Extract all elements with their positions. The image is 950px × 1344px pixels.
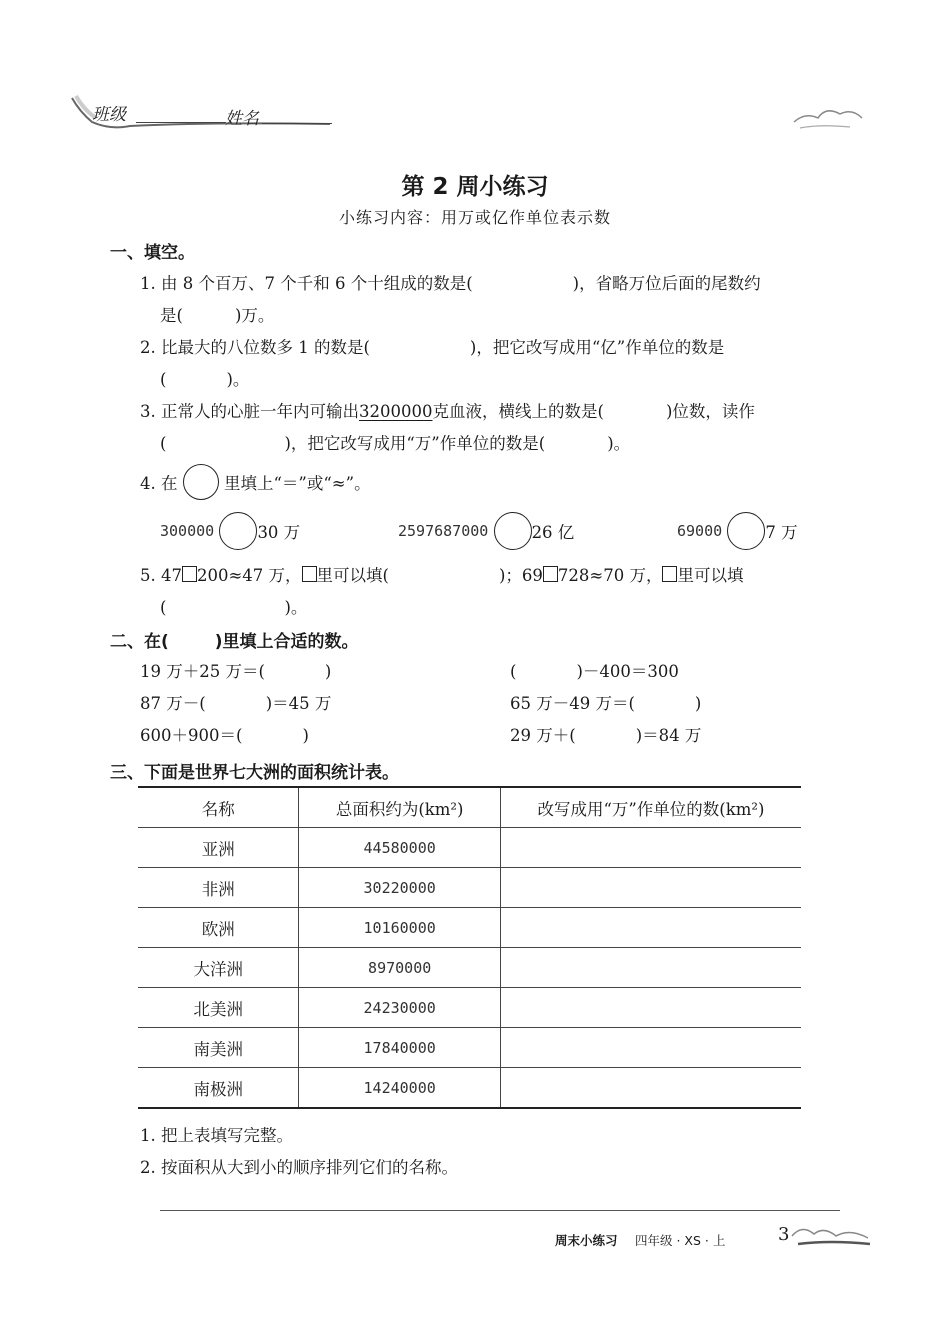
continent-area: 14240000 [299, 1068, 500, 1109]
footer-book-title: 周末小练习 [555, 1233, 618, 1248]
table-row [138, 988, 801, 1028]
answer-cell[interactable] [500, 828, 801, 868]
continent-name: 欧洲 [138, 908, 299, 948]
answer-circle[interactable] [219, 512, 257, 550]
question-5-line2: ( )。 [160, 598, 308, 617]
answer-cell[interactable] [500, 868, 801, 908]
calc-row-3-right: 29 万＋( )＝84 万 [510, 726, 702, 745]
header-converted: 改写成用“万”作单位的数(km²) [500, 787, 801, 828]
question-3-line1: 3. 正常人的心脏一年内可输出3200000克血液，横线上的数是( )位数，读作 [140, 402, 755, 421]
table-row [138, 1028, 801, 1068]
header-name: 名称 [138, 787, 299, 828]
underlined-number: 3200000 [359, 402, 433, 421]
continent-name: 亚洲 [138, 828, 299, 868]
question-4-item-3: 69000 7 万 [677, 512, 798, 550]
continent-area: 44580000 [299, 828, 500, 868]
footer-divider [160, 1210, 840, 1211]
table-row [138, 908, 801, 948]
page-subtitle: 小练习内容：用万或亿作单位表示数 [338, 208, 611, 227]
digit-box[interactable] [182, 566, 197, 582]
continent-area-table [138, 786, 801, 1109]
box-icon [662, 566, 677, 582]
name-blank[interactable] [262, 123, 332, 124]
answer-cell[interactable] [500, 1068, 801, 1109]
question-1-line1: 1. 由 8 个百万、7 个千和 6 个十组成的数是( )，省略万位后面的尾数约 [140, 274, 761, 293]
digit-box[interactable] [543, 566, 558, 582]
question-5-line1: 5. 47 200≈47 万， 里可以填( )；69 728≈70 万， 里可以填 [140, 566, 744, 585]
calc-row-1-left: 19 万＋25 万＝( ) [140, 662, 332, 681]
continent-name: 大洋洲 [138, 948, 299, 988]
section3-heading: 三、下面是世界七大洲的面积统计表。 [110, 763, 399, 783]
task-1: 1. 把上表填写完整。 [140, 1126, 293, 1145]
question-2-line2: ( )。 [160, 370, 250, 389]
continent-area: 24230000 [299, 988, 500, 1028]
table-header-row [138, 787, 801, 828]
cloud-decoration-footer [790, 1222, 875, 1256]
continent-area: 30220000 [299, 868, 500, 908]
continent-name: 南极洲 [138, 1068, 299, 1109]
question-4-prompt: 4. 在 里填上“＝”或“≈”。 [140, 464, 371, 500]
answer-circle[interactable] [727, 512, 765, 550]
calc-row-2-right: 65 万－49 万＝( ) [510, 694, 702, 713]
continent-area: 8970000 [299, 948, 500, 988]
answer-cell[interactable] [500, 948, 801, 988]
header-area: 总面积约为(km²) [299, 787, 500, 828]
answer-cell[interactable] [500, 908, 801, 948]
cloud-decoration-top [790, 100, 870, 139]
calc-row-3-left: 600＋900＝( ) [140, 726, 309, 745]
section1-heading: 一、填空。 [110, 243, 195, 263]
question-4-item-2: 2597687000 26 亿 [398, 512, 574, 550]
continent-name: 南美洲 [138, 1028, 299, 1068]
task-2: 2. 按面积从大到小的顺序排列它们的名称。 [140, 1158, 458, 1177]
answer-cell[interactable] [500, 988, 801, 1028]
table-row [138, 1068, 801, 1109]
calc-row-2-left: 87 万－( )＝45 万 [140, 694, 332, 713]
footer-grade: 四年级 · XS · 上 [635, 1233, 726, 1248]
page-title: 第 2 周小练习 [401, 174, 549, 200]
answer-cell[interactable] [500, 1028, 801, 1068]
table-row [138, 828, 801, 868]
class-label: 班级 [92, 105, 126, 125]
continent-name: 非洲 [138, 868, 299, 908]
question-3-line2: ( )，把它改写成用“万”作单位的数是( )。 [160, 434, 631, 453]
table-row [138, 948, 801, 988]
answer-circle[interactable] [494, 512, 532, 550]
continent-area: 10160000 [299, 908, 500, 948]
name-label: 姓名 [225, 109, 259, 129]
box-icon [302, 566, 317, 582]
footer-page-number: 3 [778, 1224, 790, 1245]
class-blank[interactable] [136, 122, 226, 123]
question-4-item-1: 300000 30 万 [160, 512, 300, 550]
section2-heading: 二、在( )里填上合适的数。 [110, 632, 359, 652]
calc-row-1-right: ( )－400＝300 [510, 662, 679, 681]
continent-area: 17840000 [299, 1028, 500, 1068]
question-2-line1: 2. 比最大的八位数多 1 的数是( )，把它改写成用“亿”作单位的数是 [140, 338, 725, 357]
continent-name: 北美洲 [138, 988, 299, 1028]
table-row [138, 868, 801, 908]
comparison-circle-icon [183, 464, 219, 500]
question-1-line2: 是( )万。 [160, 306, 275, 325]
